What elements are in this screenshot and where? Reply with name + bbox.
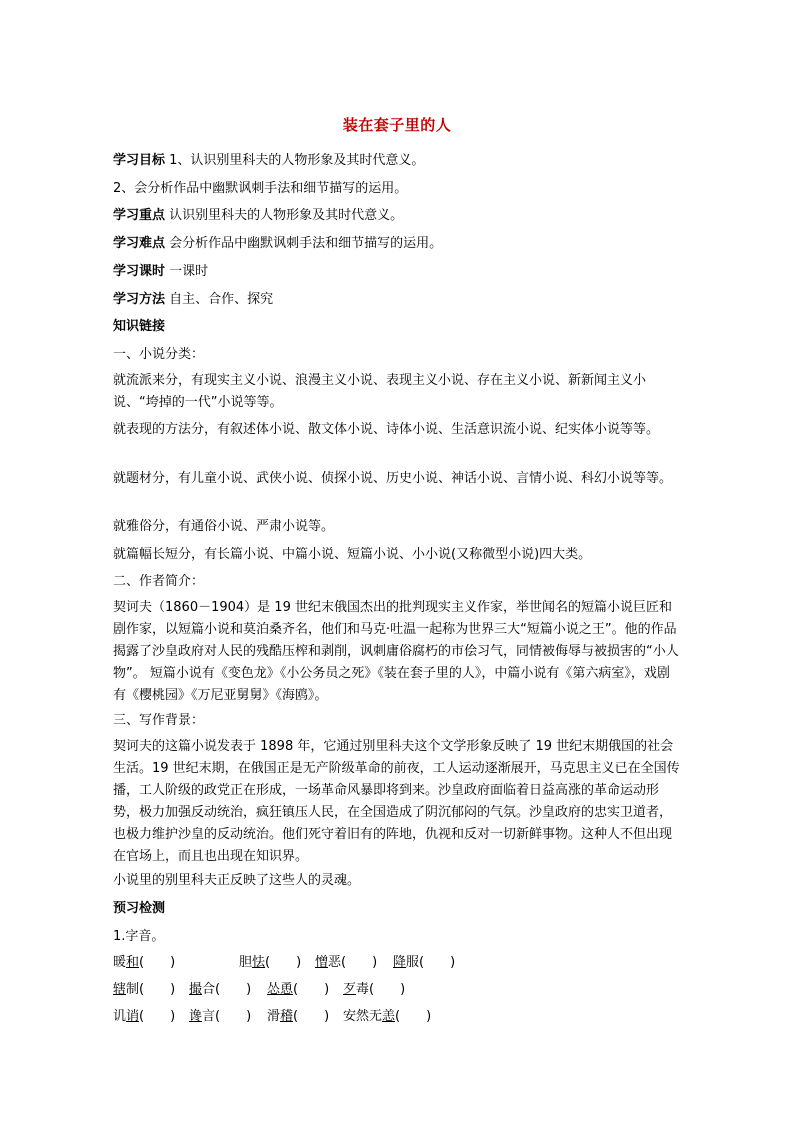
page-title: 装在套子里的人 [342,116,452,134]
pinyin-item: 辖制( ) [113,982,176,997]
pinyin-item: 安然无恙( ) [343,1009,432,1024]
section1-p4: 就雅俗分，有通俗小说、严肃小说等。 [113,519,335,534]
hours-text: 一课时 [169,264,209,279]
section1-p3: 就题材分，有儿童小说、武侠小说、侦探小说、历史小说、神话小说、言情小说、科幻小说等等。 [113,471,673,486]
section1-p1: 就流派来分，有现实主义小说、浪漫主义小说、表现主义小说、存在主义小说、新新闻主义小说、“垮掉的一代”小说等等。 [113,373,647,410]
difficulty-label: 学习难点 [113,236,166,251]
pinyin-item: 讥诮( ) [113,1009,176,1024]
objective-line [113,150,424,171]
pinyin-item: 降服( ) [393,955,456,970]
section1-p2: 就表现的方法分，有叙述体小说、散文体小说、诗体小说、生活意识流小说、纪实体小说等等。 [113,422,660,437]
pinyin-item: 歹毒( ) [343,982,406,997]
difficulty-text: 会分析作品中幽默讽刺手法和细节描写的运用。 [169,236,443,251]
method-label: 学习方法 [113,292,166,307]
pinyin-item: 撮合( ) [189,982,252,997]
focus-line [113,205,403,226]
section1-heading: 一、小说分类： [113,347,205,362]
section3-heading: 三、写作背景： [113,713,205,728]
method-line [113,289,273,310]
section1-p5: 就篇幅长短分，有长篇小说、中篇小说、短篇小说、小小说(又称微型小说)四大类。 [113,547,592,562]
pinyin-item: 胆怯( ) [239,955,302,970]
pinyin-item: 谗言( ) [189,1009,252,1024]
knowledge-heading: 知识链接 [113,319,166,334]
method-text: 自主、合作、探究 [169,292,274,307]
preview-item1: 1.字音。 [113,929,165,944]
pinyin-item: 憎恶( ) [315,955,378,970]
section2-p1: 契诃夫（1860－1904）是 19 世纪末俄国杰出的批判现实主义作家，举世闻名的短篇小说巨匠和剧作家，以短篇小说和莫泊桑齐名，他们和马克·吐温一起称为世界三大“短篇小说之王”。他的作品揭露了沙皇政府对人民的残酷压榨和剥削，讽刺庸俗腐朽的市侩习气，同情被侮辱与被损害的“小人物”。 短篇小说有《变色龙》《小公务员之死》《装在套子里的人》，中篇小说有《第六病室》，戏剧有《樱桃园》《万尼亚舅舅》《海鸥》。 [113,600,679,703]
difficulty-line [113,233,442,254]
objective-line-2: 2、会分析作品中幽默讽刺手法和细节描写的运用。 [113,181,408,196]
focus-label: 学习重点 [113,208,166,223]
hours-label: 学习课时 [113,264,166,279]
section2-heading: 二、作者简介： [113,574,205,589]
objective-text: 1、认识别里科夫的人物形象及其时代意义。 [169,153,425,168]
section3-p1: 契诃夫的这篇小说发表于 1898 年，它通过别里科夫这个文学形象反映了 19 世纪末期俄国的社会生活。19 世纪末期，在俄国正是无产阶级革命的前夜，工人运动逐渐展开，马克思主义已在全国传播，工人阶级的政党正在形成，一场革命风暴即将到来。沙皇政府面临着日益高涨的革命运动形势，极力加强反动统治，疯狂镇压人民，在全国造成了阴沉郁闷的气氛。沙皇政府的忠实卫道者，也极力维护沙皇的反动统治。他们死守着旧有的阵地，仇视和反对一切新鲜事物。这种人不但出现在官场上，而且也出现在知识界。 [113,739,680,864]
hours-line [113,261,208,282]
preview-heading: 预习检测 [113,901,166,916]
pinyin-item: 暖和( ) [113,955,176,970]
objective-label: 学习目标 [113,153,166,168]
focus-text: 认识别里科夫的人物形象及其时代意义。 [169,208,404,223]
pinyin-item: 怂恿( ) [267,982,330,997]
pinyin-item: 滑稽( ) [267,1009,330,1024]
section3-p2: 小说里的别里科夫正反映了这些人的灵魂。 [113,873,361,888]
